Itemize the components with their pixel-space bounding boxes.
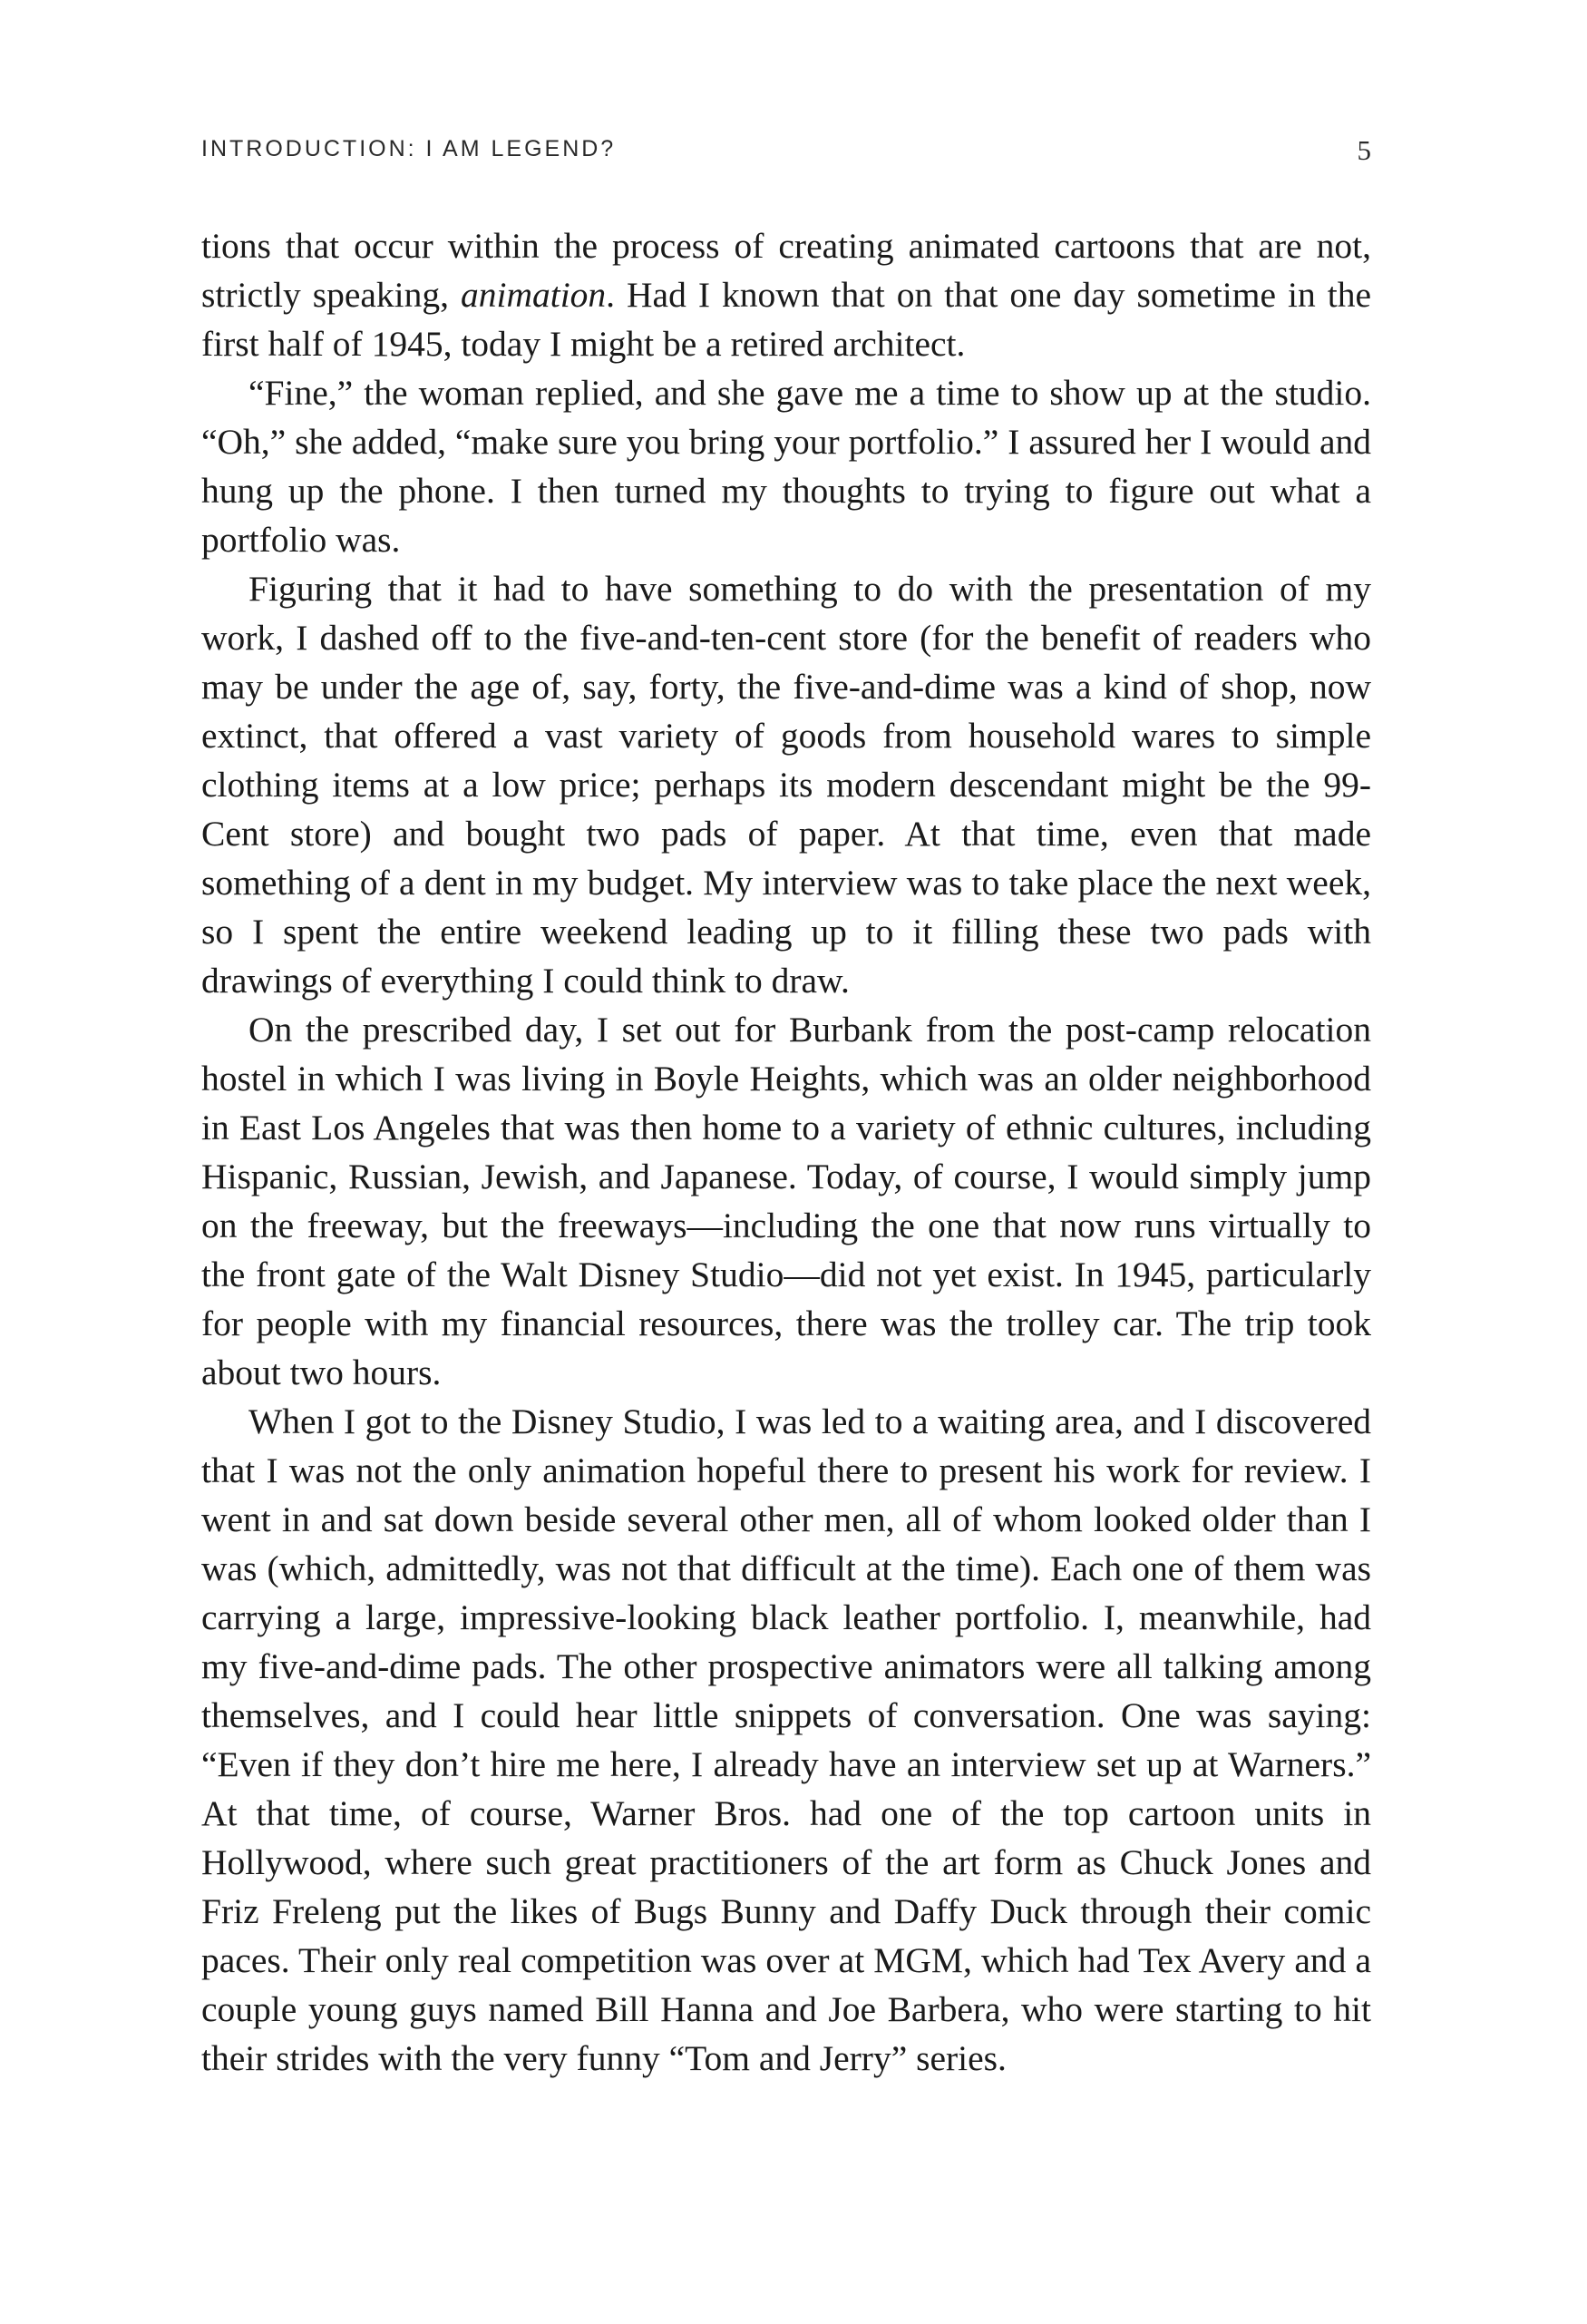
paragraph-1: [201, 221, 1371, 368]
running-head: [201, 136, 1371, 172]
paragraph-4: On the prescribed day, I set out for Burbank from the post-camp relocation hostel in which I was living in Boyle Heights, which was an older neighborhood in East Los Angeles that was then home to a variety of ethnic cultures, including Hispanic, Russian, Jewish, and Japanese. Today, of course, I would simply jump on the freeway, but the freeways—including the one that now runs virtually to the front gate of the Walt Disney Studio—did not yet exist. In 1945, particularly for people with my financial resources, there was the trolley car. The trip took about two hours.: [201, 1010, 1371, 1392]
paragraph-5: When I got to the Disney Studio, I was led to a waiting area, and I discovered that I was not the only animation hopeful there to present his work for review. I went in and sat down beside several other men, all of whom looked older than I was (which, admittedly, was not that difficult at the time). Each one of them was carrying a large, impressive-looking black leather portfolio. I, meanwhile, had my five-and-dime pads. The other prospective animators were all talking among themselves, and I could hear little snippets of conversation. One was saying: “Even if they don’t hire me here, I already have an interview set up at Warners.” At that time, of course, Warner Bros. had one of the top cartoon units in Hollywood, where such great practitioners of the art form as Chuck Jones and Friz Freleng put the likes of Bugs Bunny and Daffy Duck through their comic paces. Their only real competition was over at MGM, which had Tex Avery and a couple young guys named Bill Hanna and Joe Barbera, who were starting to hit their strides with the very funny “Tom and Jerry” series.: [201, 1401, 1371, 2078]
paragraph-1-italic-word: animation: [460, 275, 607, 315]
page-number: 5: [1357, 134, 1371, 166]
paragraph-3: Figuring that it had to have something to do with the presentation of my work, I dashed off to the five-and-ten-cent store (for the benefit of readers who may be under the age of, say, forty, the five-and-dime was a kind of shop, now extinct, that offered a vast variety of goods from household wares to simple clothing items at a low price; perhaps its modern descendant might be the 99-Cent store) and bought two pads of paper. At that time, even that made something of a dent in my budget. My interview was to take place the next week, so I spent the entire weekend leading up to it filling these two pads with drawings of everything I could think to draw.: [201, 569, 1371, 1001]
paragraph-1-text-end: . Had I known that on that one day sometime in the first half of 1945, today I might be a retired architect.: [201, 275, 1371, 364]
paragraph-1-text-start: tions that occur within the process of creating animated cartoons that are not, strictly speaking,: [201, 226, 1371, 315]
body-text: [201, 221, 1371, 2083]
running-head-title: INTRODUCTION: I AM LEGEND?: [201, 136, 617, 161]
paragraph-2: “Fine,” the woman replied, and she gave me a time to show up at the studio. “Oh,” she added, “make sure you bring your portfolio.” I assured her I would and hung up the phone. I then turned my thoughts to trying to figure out what a portfolio was.: [201, 373, 1371, 560]
